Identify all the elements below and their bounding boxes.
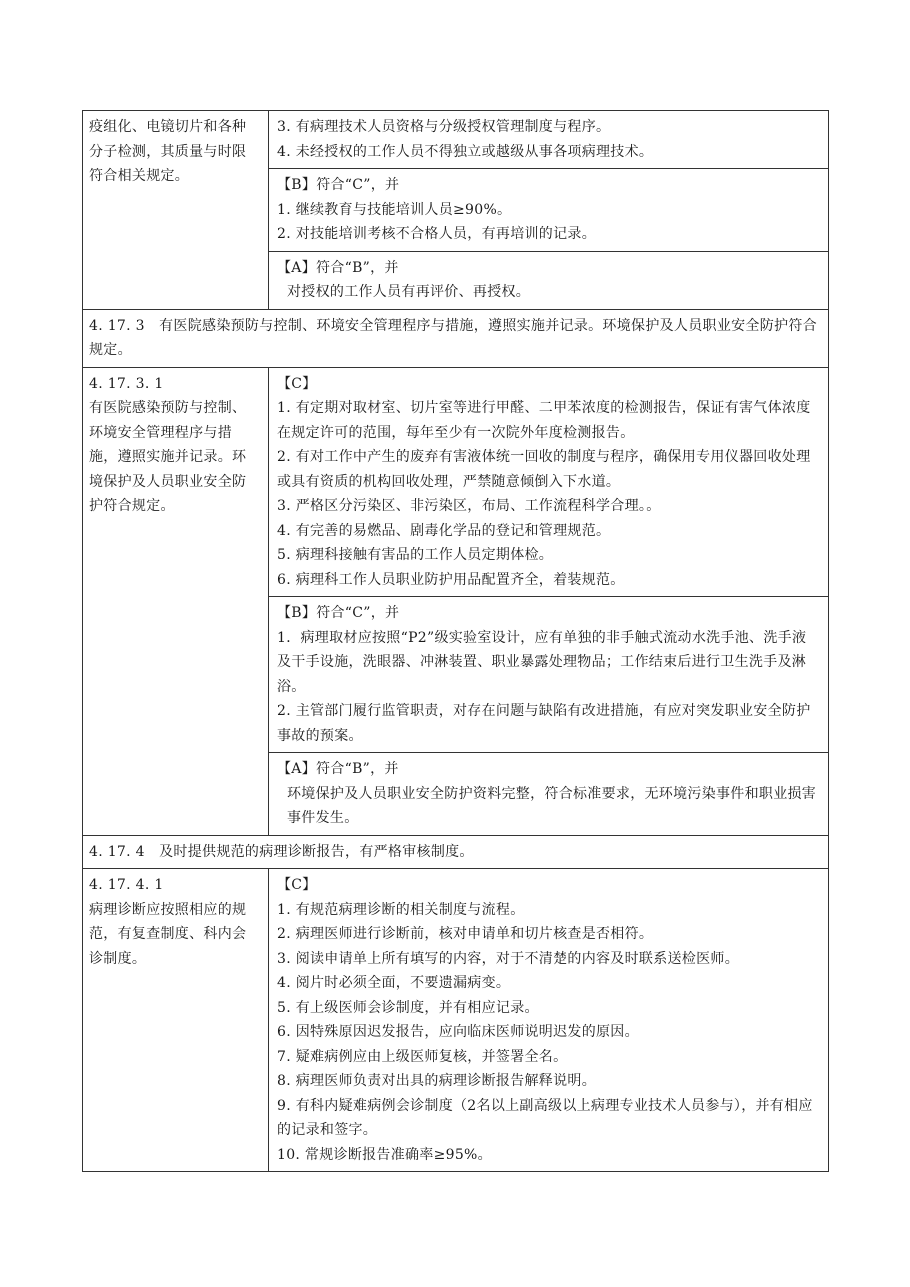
list-item: 1. 有规范病理诊断的相关制度与流程。: [277, 901, 525, 918]
list-item: 2. 主管部门履行监管职责，对存在问题与缺陷有改进措施，有应对突发职业安全防护事故的预案。: [277, 703, 811, 744]
grade-b-cell: [269, 169, 829, 252]
table-row: [83, 869, 829, 1172]
list-item: 2. 有对工作中产生的废弃有害液体统一回收的制度与程序，确保用专用仪器回收处理或具有资质的机构回收处理，严禁随意倾倒入下水道。: [277, 449, 811, 490]
section-heading-4-17-4: [83, 835, 829, 869]
list-item: 6. 病理科工作人员职业防护用品配置齐全，着装规范。: [277, 571, 625, 588]
criterion-cell: [83, 869, 269, 1172]
list-item: 4. 有完善的易燃品、剧毒化学品的登记和管理规范。: [277, 522, 611, 539]
criterion-cell: [83, 111, 269, 310]
grade-c-heading: 【C】: [277, 375, 317, 392]
criterion-text: 有医院感染预防与控制、环境安全管理程序与措施，遵照实施并记录。环境保护及人员职业安全防护符合规定。: [89, 400, 247, 514]
grade-b-heading: 【B】符合“C”，并: [277, 605, 400, 621]
grade-c-cell: [269, 367, 829, 597]
standards-table: [82, 110, 829, 1172]
list-item: 3. 阅读申请单上所有填写的内容，对于不清楚的内容及时联系送检医师。: [277, 950, 740, 967]
grade-a-cell: [269, 251, 829, 309]
grade-a-cell: [269, 753, 829, 836]
section-row: [83, 309, 829, 367]
criterion-text: 疫组化、电镜切片和各种分子检测，其质量与时限符合相关规定。: [89, 119, 247, 184]
list-item: 2. 病理医师进行诊断前，核对申请单和切片核查是否相符。: [277, 926, 654, 942]
table-row: [83, 367, 829, 597]
list-item: 3. 有病理技术人员资格与分级授权管理制度与程序。: [277, 119, 611, 135]
criterion-number: 4. 17. 4. 1: [89, 877, 164, 893]
criterion-cell: [83, 367, 269, 835]
grade-a-text: 对授权的工作人员有再评价、再授权。: [287, 284, 531, 300]
list-item: 4. 阅片时必须全面，不要遗漏病变。: [277, 975, 511, 991]
grade-c-heading: 【C】: [277, 877, 317, 893]
section-heading-text: 4. 17. 3 有医院感染预防与控制、环境安全管理程序与措施，遵照实施并记录。环境保护及人员职业安全防护符合规定。: [89, 317, 817, 358]
grade-c-cell: [269, 869, 829, 1172]
grade-b-heading: 【B】符合“C”，并: [277, 177, 400, 193]
list-item: 4. 未经授权的工作人员不得独立或越级从事各项病理技术。: [277, 143, 654, 160]
criterion-number: 4. 17. 3. 1: [89, 375, 164, 392]
grade-c-cell: [269, 111, 829, 169]
list-item: 1. 有定期对取材室、切片室等进行甲醛、二甲苯浓度的检测报告，保证有害气体浓度在规定许可的范围，每年至少有一次院外年度检测报告。: [277, 400, 811, 441]
list-item: 8. 病理医师负责对出具的病理诊断报告解释说明。: [277, 1073, 597, 1089]
list-item: 5. 病理科接触有害品的工作人员定期体检。: [277, 547, 554, 563]
list-item: 1. 继续教育与技能培训人员≥90%。: [277, 201, 512, 218]
grade-a-heading: 【A】符合“B”，并: [277, 259, 399, 276]
grade-b-cell: [269, 597, 829, 753]
list-item: 6. 因特殊原因迟发报告，应向临床医师说明迟发的原因。: [277, 1024, 639, 1040]
list-item: 1．病理取材应按照“P2”级实验室设计，应有单独的非手触式流动水洗手池、洗手液及干手设施，洗眼器、冲淋装置、职业暴露处理物品；工作结束后进行卫生洗手及淋浴。: [277, 629, 807, 695]
grade-a-heading: 【A】符合“B”，并: [277, 761, 399, 777]
section-row: [83, 835, 829, 869]
list-item: 7. 疑难病例应由上级医师复核，并签署全名。: [277, 1048, 568, 1065]
list-item: 2. 对技能培训考核不合格人员，有再培训的记录。: [277, 226, 597, 242]
list-item: 9. 有科内疑难病例会诊制度（2名以上副高级以上病理专业技术人员参与），并有相应的记录和签字。: [277, 1097, 813, 1138]
section-heading-text: 4. 17. 4 及时提供规范的病理诊断报告，有严格审核制度。: [89, 843, 474, 860]
list-item: 5. 有上级医师会诊制度，并有相应记录。: [277, 999, 539, 1016]
criterion-text: 病理诊断应按照相应的规范，有复查制度、科内会诊制度。: [89, 901, 247, 967]
section-heading-4-17-3: [83, 309, 829, 367]
list-item: 3. 严格区分污染区、非污染区，布局、工作流程科学合理。。: [277, 498, 661, 514]
grade-a-text: 环境保护及人员职业安全防护资料完整，符合标准要求，无环境污染事件和职业损害事件发生。: [287, 785, 817, 826]
table-row: [83, 111, 829, 169]
list-item: 10. 常规诊断报告准确率≥95%。: [277, 1146, 492, 1163]
